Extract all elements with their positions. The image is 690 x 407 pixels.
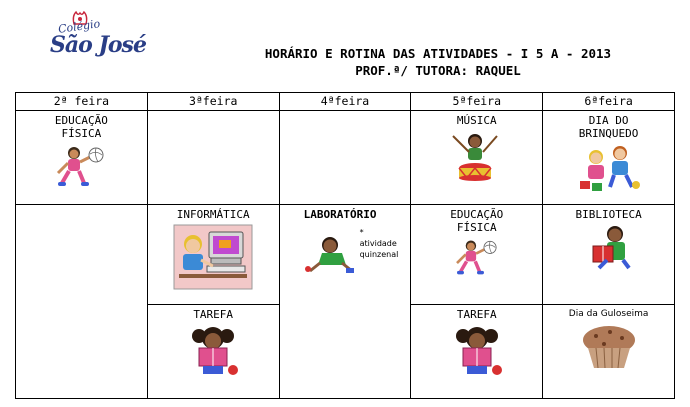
activity-label: EDUCAÇÃO FÍSICA	[450, 208, 504, 234]
day-tuesday: 3ªfeira	[147, 93, 279, 111]
activity-label: TAREFA	[193, 308, 234, 321]
activity-label: MÚSICA	[456, 114, 497, 127]
children-playing-icon	[574, 143, 644, 193]
volleyball-girl-icon	[54, 143, 108, 189]
cell-thu-2	[411, 205, 543, 305]
activity-label: EDUCAÇÃO FÍSICA	[54, 114, 108, 140]
cell-fri-1	[543, 111, 675, 205]
table-row	[16, 111, 675, 205]
logo-colegio: Colégio	[57, 17, 101, 36]
activity-label: DIA DO BRINQUEDO	[578, 114, 639, 140]
crawling-child-icon	[302, 235, 358, 275]
computer-kid-icon	[173, 224, 253, 290]
day-monday: 2ª feira	[16, 93, 148, 111]
cell-fri-3	[543, 305, 675, 399]
cell-tue-2	[147, 205, 279, 305]
drummer-child-icon	[445, 130, 509, 182]
cell-thu-1	[411, 111, 543, 205]
page-title	[218, 45, 658, 79]
cell-tue-1	[147, 111, 279, 205]
cell-tue-3	[147, 305, 279, 399]
activity-label: Dia da Guloseima	[568, 309, 649, 319]
reading-child-icon	[585, 224, 633, 272]
school-logo	[50, 10, 146, 65]
day-thursday: 5ªfeira	[411, 93, 543, 111]
girl-reading-book-icon	[451, 324, 503, 380]
cell-fri-2	[543, 205, 675, 305]
activity-label: BIBLIOTECA	[575, 208, 642, 221]
table-row	[16, 205, 675, 305]
logo-name: São José	[50, 32, 146, 58]
cell-mon-1	[16, 111, 148, 205]
girl-reading-book-icon	[187, 324, 239, 380]
activity-label: TAREFA	[456, 308, 497, 321]
title-line-1: HORÁRIO E ROTINA DAS ATIVIDADES - I 5 A - 2013	[264, 46, 612, 61]
fortnightly-note: * atividade quinzenal	[359, 228, 399, 259]
schedule-table	[15, 92, 675, 399]
cell-thu-3	[411, 305, 543, 399]
muffin-icon	[580, 324, 638, 370]
lab-block	[280, 205, 411, 398]
day-wednesday: 4ªfeira	[279, 93, 411, 111]
header-row	[16, 93, 675, 111]
activity-label: INFORMÁTICA	[176, 208, 250, 221]
cell-mon-2	[16, 205, 148, 399]
cell-wed-1	[279, 111, 411, 205]
day-friday: 6ªfeira	[543, 93, 675, 111]
volleyball-girl-icon	[452, 237, 502, 277]
title-line-2: PROF.ª/ TUTORA: RAQUEL	[355, 63, 521, 78]
cell-wed-2	[279, 205, 411, 399]
activity-label: LABORATÓRIO	[303, 208, 377, 221]
